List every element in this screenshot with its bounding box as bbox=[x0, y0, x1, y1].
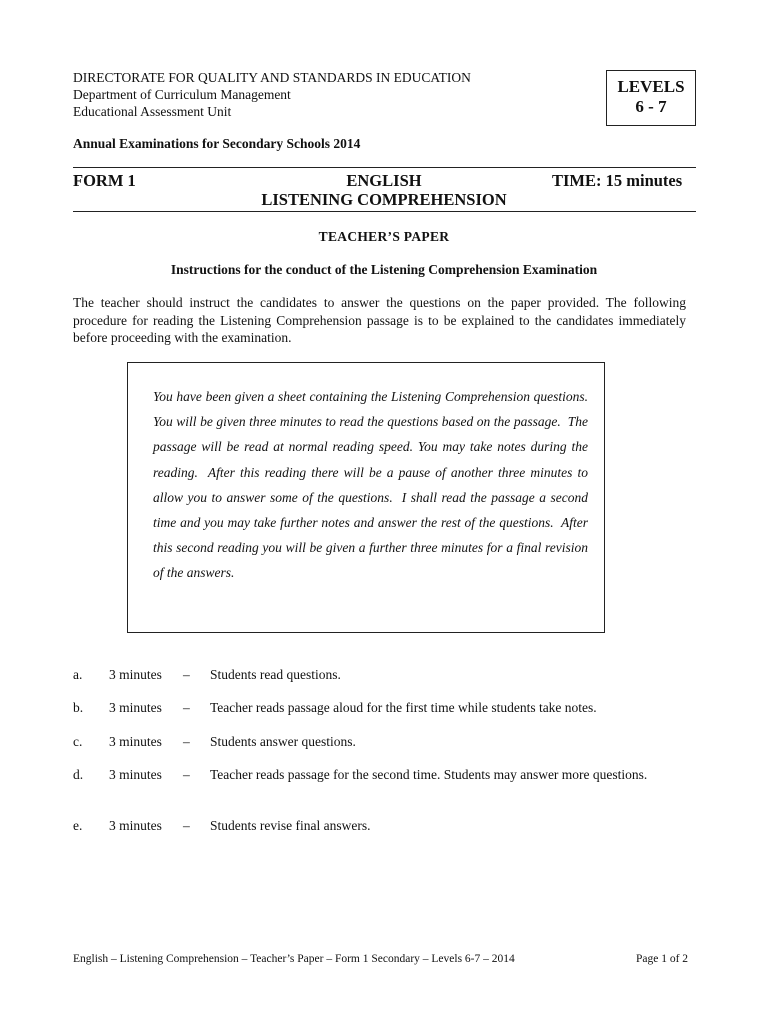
step-letter: c. bbox=[73, 734, 83, 749]
levels-label: LEVELS bbox=[617, 77, 685, 96]
subject-name: ENGLISH bbox=[346, 171, 422, 190]
step-description: Students read questions. bbox=[210, 667, 341, 682]
exam-title: Annual Examinations for Secondary Schools 2014 bbox=[73, 136, 361, 151]
step-minutes: 3 minutes bbox=[109, 700, 162, 715]
teachers-paper-heading: TEACHER’S PAPER bbox=[318, 229, 450, 244]
step-dash: – bbox=[183, 767, 190, 782]
time-label: TIME: 15 minutes bbox=[552, 171, 683, 190]
intro-paragraph: The teacher should instruct the candidates to answer the questions on the paper provided. The following procedure for reading the Listening Comprehension passage is to be explained to the candidates immediately before proceeding with the examination. bbox=[73, 295, 686, 345]
step-description: Teacher reads passage for the second time. Students may answer more questions. bbox=[210, 767, 648, 782]
step-dash: – bbox=[183, 667, 190, 682]
paper-name: LISTENING COMPREHENSION bbox=[261, 190, 507, 209]
footer-text: English – Listening Comprehension – Teacher’s Paper – Form 1 Secondary – Levels 6-7 – 2014 bbox=[73, 953, 515, 965]
step-minutes: 3 minutes bbox=[109, 734, 162, 749]
step-description: Students answer questions. bbox=[210, 734, 356, 749]
step-description: Teacher reads passage aloud for the first time while students take notes. bbox=[210, 700, 597, 715]
step-dash: – bbox=[183, 734, 190, 749]
step-letter: d. bbox=[73, 767, 84, 782]
step-letter: a. bbox=[73, 667, 83, 682]
top-rule bbox=[73, 167, 696, 168]
unit-name: Educational Assessment Unit bbox=[73, 104, 232, 119]
department-name: Department of Curriculum Management bbox=[73, 87, 291, 102]
form-label: FORM 1 bbox=[73, 171, 136, 190]
subject-title bbox=[200, 171, 568, 209]
step-minutes: 3 minutes bbox=[109, 667, 162, 682]
step-minutes: 3 minutes bbox=[109, 818, 162, 833]
step-letter: b. bbox=[73, 700, 84, 715]
step-minutes: 3 minutes bbox=[109, 767, 162, 782]
step-dash: – bbox=[183, 818, 190, 833]
step-dash: – bbox=[183, 700, 190, 715]
page-number: Page 1 of 2 bbox=[636, 953, 689, 965]
bottom-rule bbox=[73, 211, 696, 212]
instructions-box bbox=[127, 362, 605, 633]
step-letter: e. bbox=[73, 818, 83, 833]
instructions-heading: Instructions for the conduct of the Listening Comprehension Examination bbox=[170, 262, 598, 277]
levels-box bbox=[606, 70, 696, 126]
boxed-instructions: You have been given a sheet containing the Listening Comprehension questions. You will be given three minutes to read the questions based on the passage. The passage will be read at normal reading speed. You may take notes during the reading. After this reading there will be a pause of another three minutes to allow you to answer some of the questions. I shall read the passage a second time and you may take further notes and answer the rest of the questions. After this second reading you will be given a further three minutes for a final revision of the answers. bbox=[153, 389, 588, 581]
directorate-name: DIRECTORATE FOR QUALITY AND STANDARDS IN EDUCATION bbox=[73, 70, 471, 85]
levels-value: 6 - 7 bbox=[635, 97, 667, 116]
step-description: Students revise final answers. bbox=[210, 818, 371, 833]
